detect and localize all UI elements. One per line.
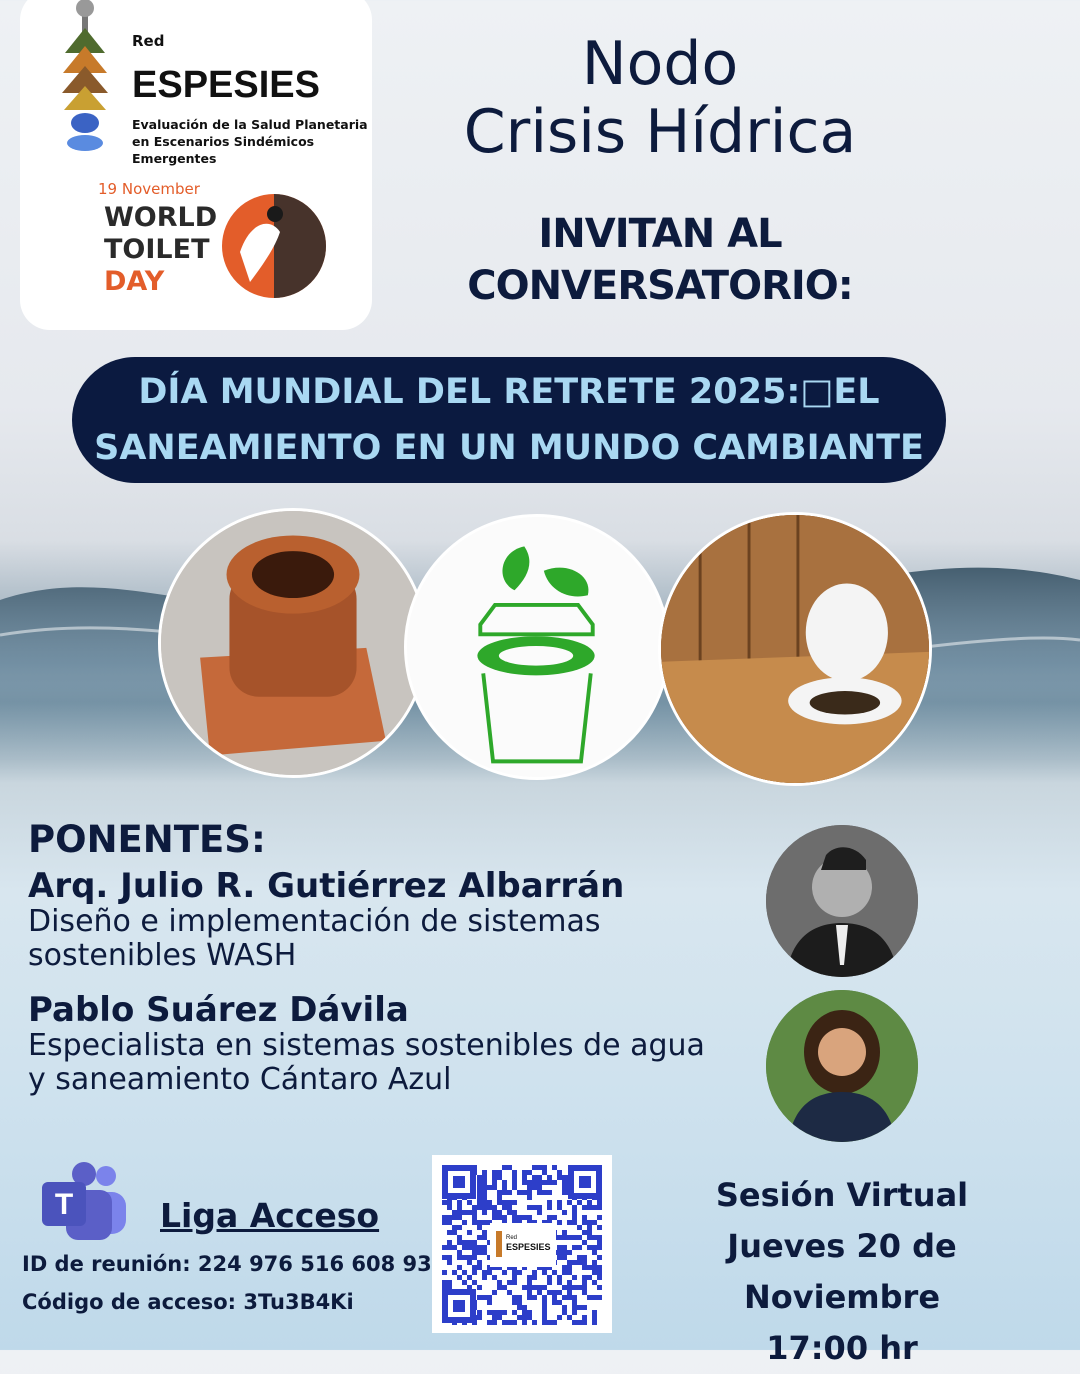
session-type: Sesión Virtual [715, 1176, 969, 1214]
invite-line1: INVITAN AL [538, 211, 782, 257]
wtd-line2: TOILET [104, 234, 210, 265]
wooden-toilet-image [658, 512, 932, 786]
event-title-banner [72, 357, 946, 483]
speaker-2-description: Especialista en sistemas sostenibles de agua y saneamiento Cántaro Azul [28, 1028, 705, 1097]
wtd-line1: WORLD [104, 202, 218, 233]
speaker-1-description: Diseño e implementación de sistemas sostenibles WASH [28, 904, 601, 973]
invite-line2: CONVERSATORIO: [467, 263, 853, 309]
logo-card [20, 0, 372, 330]
qr-code[interactable] [432, 1155, 612, 1333]
access-link[interactable]: Liga Acceso [160, 1196, 380, 1235]
speaker-1-name: Arq. Julio R. Gutiérrez Albarrán [28, 866, 625, 906]
logo-red-label: Red [132, 32, 165, 50]
wtd-text [104, 202, 217, 298]
event-title: DÍA MUNDIAL DEL RETRETE 2025:□EL SANEAMIENTO EN UN MUNDO CAMBIANTE [94, 372, 924, 468]
speaker-1-avatar [766, 825, 918, 977]
logo-name: ESPESIES [132, 64, 320, 106]
invitation-heading [400, 208, 920, 312]
globe-person-icon [220, 192, 328, 300]
page-title [440, 30, 880, 166]
eco-toilet-icon [404, 514, 670, 780]
microsoft-teams-icon [40, 1162, 132, 1242]
speakers-heading: PONENTES: [28, 818, 266, 861]
ceramic-toilet-image [158, 508, 428, 778]
session-date: Jueves 20 de Noviembre [727, 1227, 957, 1316]
access-code: Código de acceso: 3Tu3B4Ki [22, 1290, 354, 1314]
speaker-2-name: Pablo Suárez Dávila [28, 990, 409, 1030]
title-line1: Nodo [581, 29, 739, 99]
logo-subtitle: Evaluación de la Salud Planetaria en Escenarios Sindémicos Emergentes [132, 117, 368, 166]
qr-logo-name: ESPESIES [506, 1242, 551, 1252]
meeting-id: ID de reunión: 224 976 516 608 93 [22, 1252, 432, 1276]
qr-logo-red: Red [506, 1235, 518, 1241]
session-time: 17:00 hr [766, 1329, 918, 1367]
svg-text:T: T [54, 1188, 74, 1221]
wtd-date: 19 November [98, 180, 200, 198]
world-toilet-day-logo [94, 178, 374, 308]
session-info [624, 1170, 1060, 1374]
speaker-2-avatar [766, 990, 918, 1142]
title-line2: Crisis Hídrica [463, 97, 857, 167]
espesies-tree-logo-icon [60, 0, 110, 158]
wtd-line3: DAY [104, 266, 165, 297]
